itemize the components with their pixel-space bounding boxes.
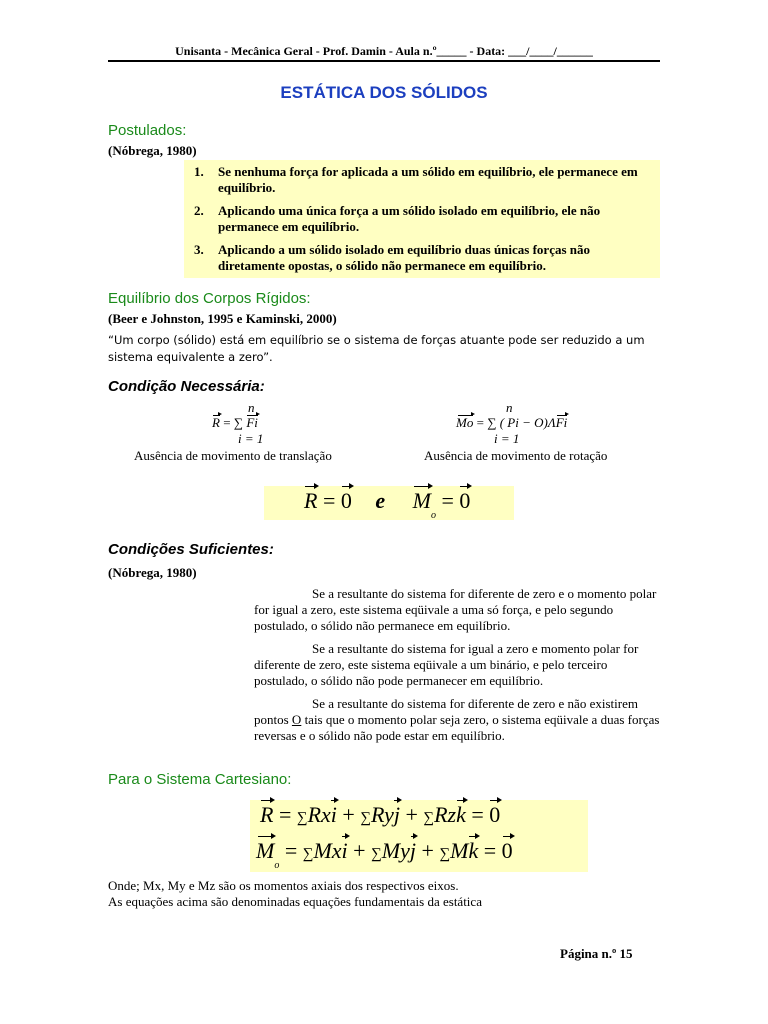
cartesiano-note-1: Onde; Mx, My e Mz são os momentos axiais dos respectivos eixos. xyxy=(108,878,459,893)
postulado-item: 3. Aplicando a um sólido isolado em equilíbrio duas únicas forças não diretamente opostas, o sólido não permanece em equilíbrio. xyxy=(194,242,591,273)
cartesiano-note-2: As equações acima são denominadas equações fundamentais da estática xyxy=(108,894,482,909)
page-header: Unisanta - Mecânica Geral - Prof. Damin - Aula n.º_____ - Data: ___/____/______ xyxy=(175,44,593,58)
page-number: Página n.º 15 xyxy=(560,946,633,961)
condicoes-suficientes-heading: Condições Suficientes: xyxy=(108,541,274,558)
equilibrio-citation: (Beer e Johnston, 1995 e Kaminski, 2000) xyxy=(108,311,337,326)
postulado-item: 2. Aplicando uma única força a um sólido isolado em equilíbrio, ele não permanece em equilíbrio. xyxy=(194,203,601,234)
page-title: ESTÁTICA DOS SÓLIDOS xyxy=(280,83,488,102)
cartesiano-heading: Para o Sistema Cartesiano: xyxy=(108,771,292,788)
condicoes-suficientes-text xyxy=(254,586,662,751)
condicao-paragraph-3: Se a resultante do sistema for diferente de zero e não existirem pontos O tais que o momento polar seja zero, o sistema eqüivale a duas forças reversas e o sólido não pode estar em equilíbrio. xyxy=(254,696,660,743)
condicoes-suficientes-citation: (Nóbrega, 1980) xyxy=(108,565,197,580)
resultant-cartesian-equation: R = ∑Rxi + ∑Ryj + ∑Rzk = 0 xyxy=(260,802,501,827)
condicao-necessaria-heading: Condição Necessária: xyxy=(108,378,265,395)
equilibrio-heading: Equilíbrio dos Corpos Rígidos: xyxy=(108,290,311,307)
postulados-box xyxy=(184,160,660,278)
postulados-list xyxy=(184,164,660,274)
equilibrio-quote: “Um corpo (sólido) está em equilíbrio se o sistema de forças atuante pode ser reduzido a um sistema equivalente a zero”. xyxy=(108,333,645,364)
postulados-heading: Postulados: xyxy=(108,122,187,139)
equilibrium-condition-box: R = 0 e $M_o = 0$ xyxy=(264,486,514,520)
postulado-item: 1. Se nenhuma força for aplicada a um sólido em equilíbrio, ele permanece em equilíbrio. xyxy=(194,164,638,195)
condicao-paragraph-1: Se a resultante do sistema for diferente de zero e o momento polar for igual a zero, este sistema eqüivale a uma só força, e pelo segundo postulado, o sólido não permanece em equilíbrio. xyxy=(254,586,657,633)
header-divider xyxy=(108,60,660,62)
moment-cartesian-equation: $M_o = \sum Mxi + \sum Myj + \sum Mk = 0$ xyxy=(256,838,513,871)
condicao-paragraph-2: Se a resultante do sistema for igual a zero e momento polar for diferente de zero, este sistema eqüivale a um binário, e pelo terceiro postulado, o sólido não pode permanecer em equilíbrio. xyxy=(254,641,639,688)
postulados-citation: (Nóbrega, 1980) xyxy=(108,143,197,158)
translation-caption: Ausência de movimento de translação xyxy=(134,448,332,463)
cartesian-equations-box xyxy=(250,800,588,872)
rotation-caption: Ausência de movimento de rotação xyxy=(424,448,608,463)
